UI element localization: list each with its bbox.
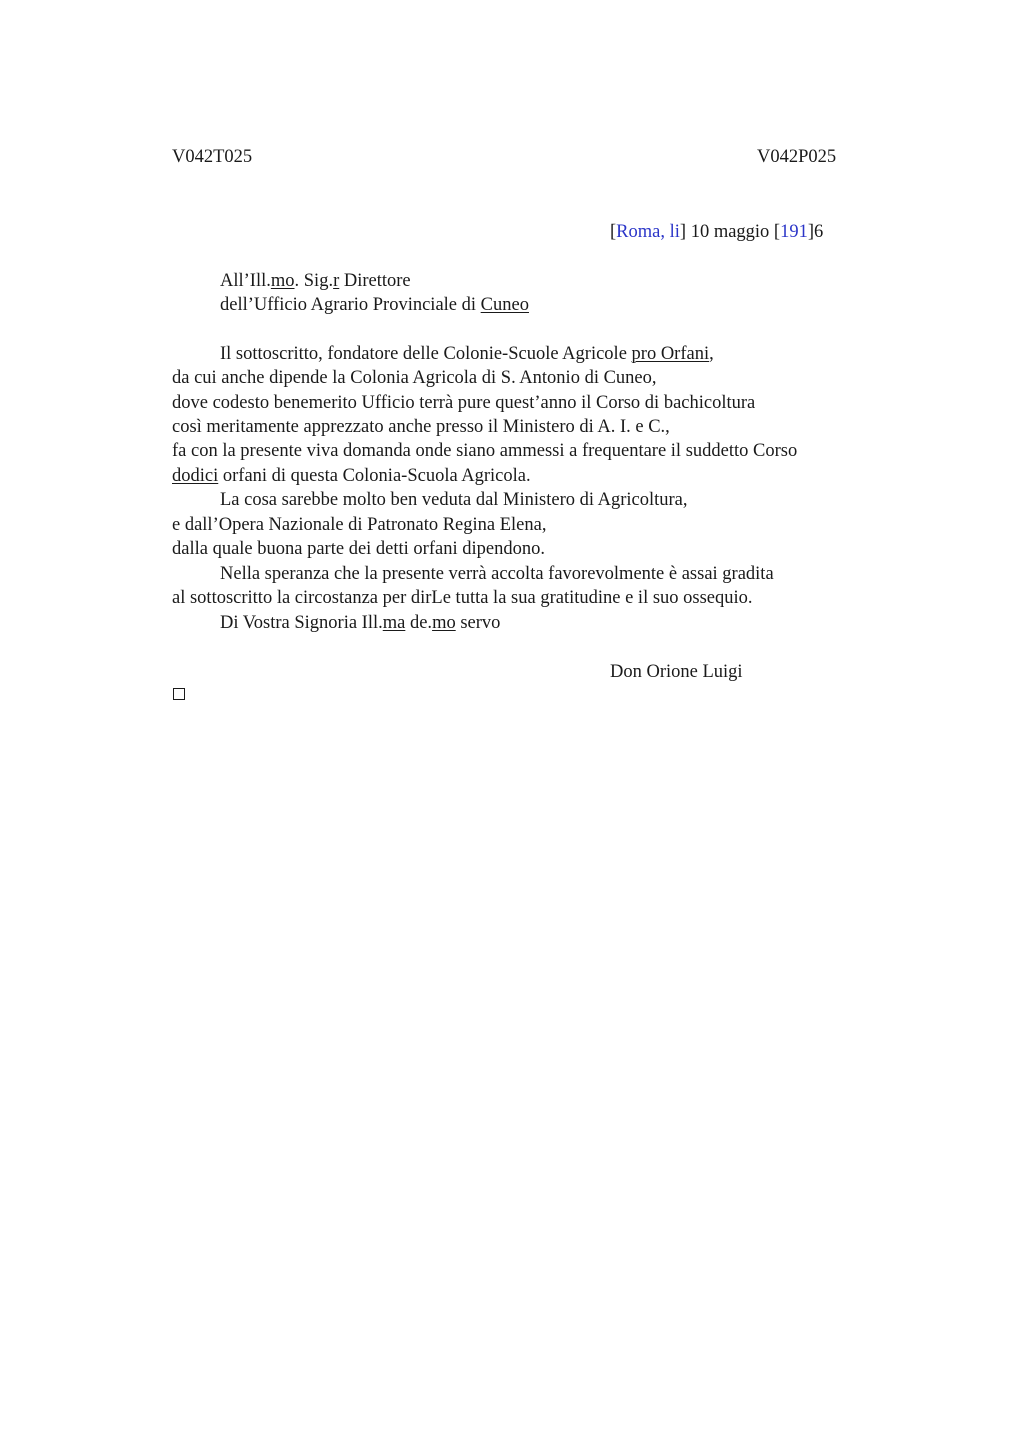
dateline-year-end: ]6 bbox=[807, 222, 824, 242]
body-line: dalla quale buona parte dei detti orfani dipendono. bbox=[172, 539, 545, 559]
dateline-place: Roma, li bbox=[616, 222, 680, 242]
address-line-1 bbox=[220, 271, 411, 292]
closing-line bbox=[220, 613, 500, 634]
body-text: , bbox=[709, 344, 714, 364]
closing-text: servo bbox=[455, 613, 501, 633]
dateline-bracket: [ bbox=[610, 222, 617, 242]
address-text: . Sig. bbox=[294, 271, 334, 291]
dateline bbox=[610, 222, 823, 243]
address-abbrev-r: r bbox=[333, 271, 340, 291]
body-line: da cui anche dipende la Colonia Agricola di S. Antonio di Cuneo, bbox=[172, 368, 657, 388]
closing-abbrev-ma: ma bbox=[382, 613, 406, 633]
body-line: fa con la presente viva domanda onde siano ammessi a frequentare il suddetto Corso bbox=[172, 441, 798, 461]
address-text: dell’Ufficio Agrario Provinciale di bbox=[220, 295, 481, 315]
body-underlined: pro Orfani bbox=[631, 344, 710, 364]
closing-text: Di Vostra Signoria Ill. bbox=[220, 613, 383, 633]
body-line: Nella speranza che la presente verrà accolta favorevolmente è assai gradita bbox=[220, 564, 774, 584]
checkbox-square-icon bbox=[173, 688, 185, 700]
address-abbrev-mo: mo bbox=[270, 271, 295, 291]
address-text: Direttore bbox=[339, 271, 411, 291]
closing-abbrev-mo: mo bbox=[432, 613, 456, 633]
address-line-2 bbox=[220, 295, 529, 316]
body-line bbox=[220, 344, 714, 365]
body-line: e dall’Opera Nazionale di Patronato Regina Elena, bbox=[172, 515, 547, 535]
body-underlined: dodici bbox=[172, 466, 219, 486]
closing-text: de. bbox=[405, 613, 433, 633]
dateline-year-part: 191 bbox=[780, 222, 808, 242]
address-text: All’Ill. bbox=[220, 271, 271, 291]
address-city: Cuneo bbox=[480, 295, 529, 315]
body-line: dove codesto benemerito Ufficio terrà pure quest’anno il Corso di bachicoltura bbox=[172, 393, 756, 413]
signature: Don Orione Luigi bbox=[610, 662, 743, 682]
header-right-code: V042P025 bbox=[757, 147, 837, 167]
body-line: al sottoscritto la circostanza per dirLe tutta la sua gratitudine e il suo ossequio. bbox=[172, 588, 753, 608]
body-line: così meritamente apprezzato anche presso il Ministero di A. I. e C., bbox=[172, 417, 670, 437]
body-text: Il sottoscritto, fondatore delle Colonie-Scuole Agricole bbox=[220, 344, 632, 364]
body-text: orfani di questa Colonia-Scuola Agricola. bbox=[218, 466, 531, 486]
header-left-code: V042T025 bbox=[172, 147, 253, 167]
body-line: La cosa sarebbe molto ben veduta dal Ministero di Agricoltura, bbox=[220, 490, 688, 510]
dateline-date: ] 10 maggio [ bbox=[679, 222, 781, 242]
body-line bbox=[172, 466, 531, 487]
